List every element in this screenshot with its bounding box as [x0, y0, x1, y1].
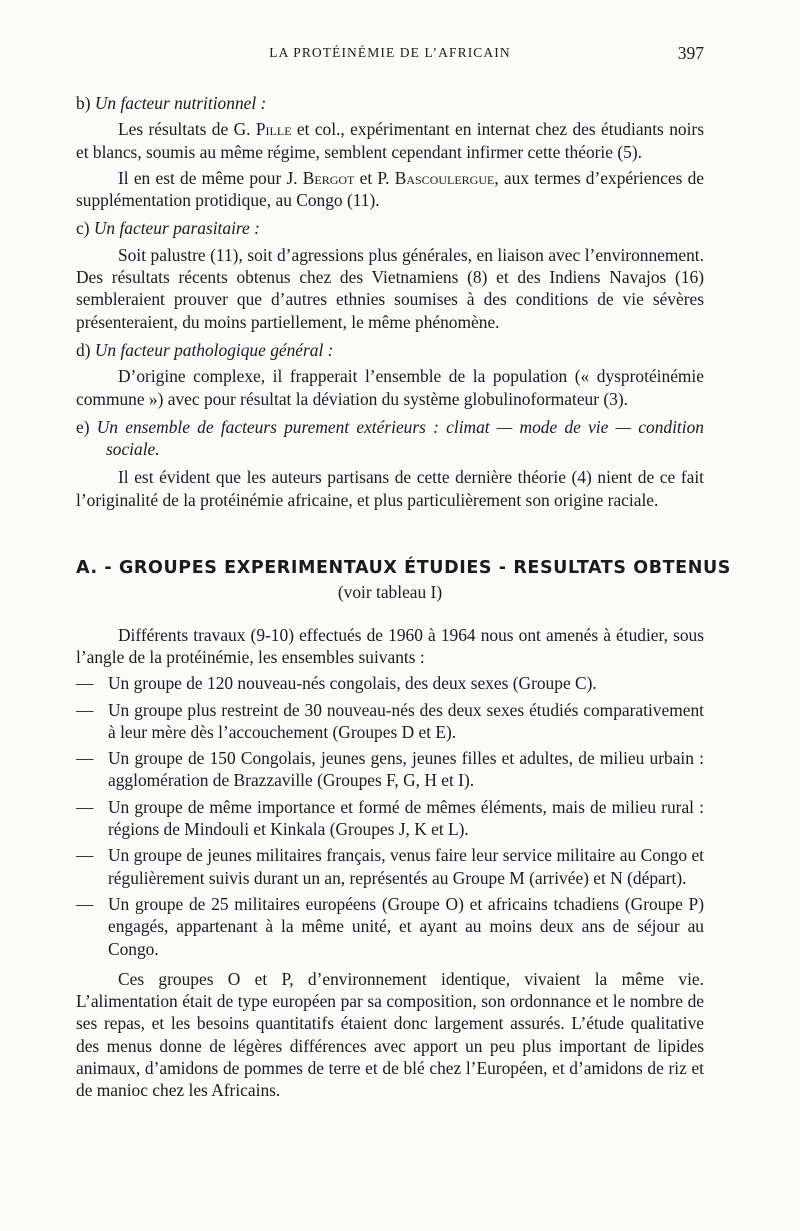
page-body — [76, 92, 731, 1102]
dash: — — [76, 699, 94, 720]
dash: — — [76, 673, 94, 694]
item-b-label: b) — [76, 93, 91, 113]
item-b-title — [76, 92, 704, 114]
closing-paragraph: Ces groupes O et P, d’environnement identique, vivaient la même vie. L’alimentation était de type européen par sa composition, son ordonnance et le nombre de ses repas, et les besoins quantitatifs étaient donc largement assurés. L’étude qualitative des menus donne de légères différences avec apport un peu plus important de lipides animaux, d’amidons de pommes de terre et de blé chez l’Européen, et d’amidons de riz et de manioc chez les Africains. — [76, 968, 704, 1101]
groups-list — [76, 672, 704, 960]
item-d-title-text: Un facteur pathologique général : — [94, 339, 334, 360]
text-span: , aux termes d’expériences de supplémentation protidique, au Congo (11). — [76, 167, 704, 211]
list-item — [76, 844, 704, 889]
item-b-paragraph-2 — [76, 167, 704, 212]
item-e-title-text: Un ensemble de facteurs purement extérieurs : climat — mode de vie — condition sociale. — [96, 416, 704, 460]
dash: — — [76, 845, 94, 866]
list-item — [76, 796, 704, 841]
text-span: et P. — [354, 167, 395, 188]
list-item — [76, 699, 704, 744]
section-heading: A. - GROUPES EXPERIMENTAUX ÉTUDIES - RESULTATS OBTENUS — [76, 558, 731, 579]
list-item-text: Un groupe de 150 Congolais, jeunes gens, jeunes filles et adultes, de milieu urbain : agglomération de Brazzaville (Groupes F, G, H et I). — [108, 748, 704, 791]
list-item — [76, 747, 704, 792]
author-name: Bergot — [302, 167, 355, 188]
dash: — — [76, 748, 94, 769]
list-item-text: Un groupe plus restreint de 30 nouveau-nés des deux sexes étudiés comparativement à leur mère dès l’accouchement (Groupes D et E). — [108, 699, 704, 742]
list-item-text: Un groupe de 120 nouveau-nés congolais, des deux sexes (Groupe C). — [108, 673, 597, 694]
text-span: Les résultats de G. — [118, 119, 256, 140]
item-e-paragraph-1: Il est évident que les auteurs partisans de cette dernière théorie (4) nient de ce fait l’originalité de la protéinémie africaine, et plus particulièrement son origine raciale. — [76, 467, 704, 510]
page-header — [76, 43, 704, 67]
section-intro: Différents travaux (9-10) effectués de 1960 à 1964 nous ont amenés à étudier, sous l’angle de la protéinémie, les ensembles suivants : — [76, 624, 704, 667]
item-b-title-text: Un facteur nutritionnel : — [94, 93, 267, 113]
author-name: Bascoulergue — [394, 167, 495, 188]
list-item — [76, 672, 704, 694]
text-span: et col., expérimentant en internat chez des étudiants noirs et blancs, soumis au même régime, semblent cependant infirmer cette théorie (5). — [76, 119, 704, 162]
item-c-label: c) — [76, 218, 90, 239]
item-e-label: e) — [76, 416, 90, 437]
list-item — [76, 893, 704, 960]
running-title: LA PROTÉINÉMIE DE L’AFRICAIN — [269, 45, 511, 60]
list-item-text: Un groupe de 25 militaires européens (Groupe O) et africains tchadiens (Groupe P) engagés, appartenant à la même unité, et ayant au moins deux ans de séjour au Congo. — [108, 893, 704, 959]
item-d-title — [76, 339, 704, 361]
item-c-title-text: Un facteur parasitaire : — [93, 218, 260, 239]
item-b-paragraph-1 — [76, 118, 704, 163]
item-d-paragraph-1: D’origine complexe, il frapperait l’ensemble de la population (« dysprotéinémie commune ») avec pour résultat la déviation du système globulinoformateur (3). — [76, 366, 704, 409]
item-c-paragraph-1: Soit palustre (11), soit d’agressions plus générales, en liaison avec l’environnement. Des résultats récents obtenus chez des Vietnamiens (8) et des Indiens Navajos (16) sembleraient prouver que d’autres ethnies soumises à des conditions de vie sévères présenteraient, du moins partiellement, le même phénomène. — [76, 244, 704, 332]
author-name: Pille — [255, 119, 292, 140]
item-e-title — [76, 416, 704, 461]
list-item-text: Un groupe de jeunes militaires français, venus faire leur service militaire au Congo et régulièrement suivis durant un an, représentés au Groupe M (arrivée) et N (départ). — [108, 845, 704, 888]
text-span: Il en est de même pour J. — [118, 167, 303, 188]
section-subheading: (voir tableau I) — [337, 582, 443, 603]
item-d-label: d) — [76, 339, 91, 360]
dash: — — [76, 796, 94, 817]
dash: — — [76, 893, 94, 914]
list-item-text: Un groupe de même importance et formé de mêmes éléments, mais de milieu rural : régions de Mindouli et Kinkala (Groupes J, K et L). — [108, 796, 704, 840]
page-number: 397 — [677, 43, 704, 63]
item-c-title — [76, 217, 704, 239]
